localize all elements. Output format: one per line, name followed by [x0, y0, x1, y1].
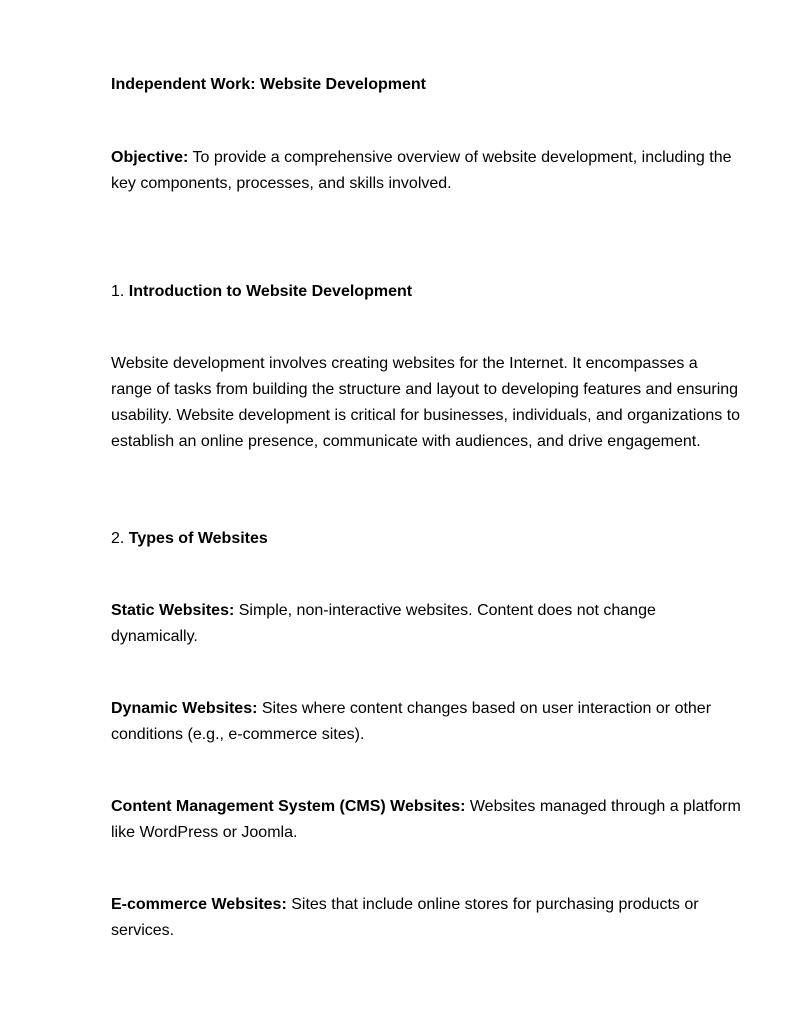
- website-type-static: [111, 598, 741, 650]
- website-type-cms: [111, 794, 741, 846]
- website-type-text: Simple, non-interactive websites. Content does not change dynamically.: [111, 602, 656, 645]
- website-type-label: Dynamic Websites:: [111, 700, 258, 717]
- document-title-text: Independent Work: Website Development: [111, 76, 427, 93]
- website-type-text: Websites managed through a platform like WordPress or Joomla.: [111, 798, 741, 841]
- section-2-heading-text: Types of Websites: [128, 530, 268, 547]
- website-type-ecommerce: [111, 892, 741, 944]
- website-type-label: Static Websites:: [111, 602, 235, 619]
- section-1-heading-text: Introduction to Website Development: [128, 283, 413, 300]
- section-1-heading: [111, 279, 741, 305]
- website-type-text: Sites where content changes based on user interaction or other conditions (e.g., e-commerce sites).: [111, 700, 712, 743]
- objective-paragraph: [111, 145, 741, 197]
- section-2-heading: [111, 526, 741, 552]
- objective-label: Objective:: [111, 149, 189, 166]
- section-1-number: 1.: [111, 283, 129, 300]
- section-1-body-text: Website development involves creating websites for the Internet. It encompasses a range of tasks from building the structure and layout to developing features and ensuring usability. Website development is critical for businesses, individuals, and organizations to establish an online presence, communicate with audiences, and drive engagement.: [111, 355, 741, 450]
- website-type-text: Sites that include online stores for purchasing products or services.: [111, 896, 699, 939]
- document-title: [111, 72, 741, 98]
- website-type-dynamic: [111, 696, 741, 748]
- website-type-label: E-commerce Websites:: [111, 896, 287, 913]
- objective-text: To provide a comprehensive overview of website development, including the key components, processes, and skills involved.: [111, 149, 732, 192]
- section-1-body: [111, 351, 741, 455]
- section-2-number: 2.: [111, 530, 129, 547]
- website-type-label: Content Management System (CMS) Websites:: [111, 798, 466, 815]
